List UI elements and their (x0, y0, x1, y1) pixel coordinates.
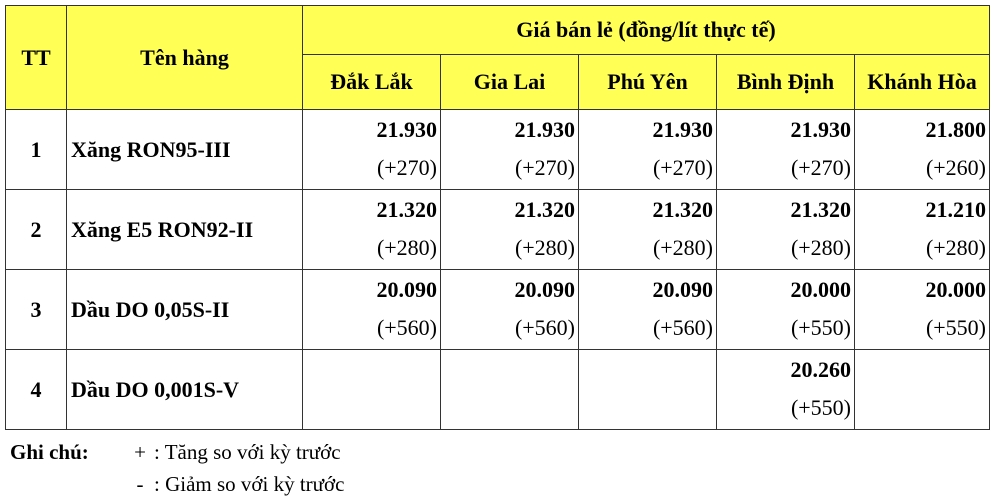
price-value: 20.090 (514, 277, 575, 302)
price-value: 20.090 (652, 277, 713, 302)
header-region: Phú Yên (579, 55, 717, 110)
table-row (6, 270, 990, 350)
price-change: (+550) (925, 315, 986, 340)
price-value: 21.800 (925, 117, 986, 142)
price-change: (+260) (925, 155, 986, 180)
price-change: (+270) (652, 155, 713, 180)
header-region: Gia Lai (441, 55, 579, 110)
price-cell (579, 190, 717, 270)
price-value: 21.320 (790, 197, 851, 222)
price-change: (+560) (652, 315, 713, 340)
price-value: 20.260 (790, 357, 851, 382)
price-value: 21.930 (790, 117, 851, 142)
notes-section (10, 436, 345, 500)
price-cell (717, 190, 855, 270)
price-change: (+280) (514, 235, 575, 260)
fuel-price-table (5, 5, 990, 430)
price-value: 21.930 (514, 117, 575, 142)
price-change: (+560) (376, 315, 437, 340)
price-change: (+270) (376, 155, 437, 180)
note-row-decrease (10, 468, 345, 500)
product-name: Xăng E5 RON92-II (67, 190, 303, 270)
header-tt: TT (6, 6, 67, 110)
price-cell (441, 350, 579, 430)
price-change: (+550) (790, 315, 851, 340)
header-region: Bình Định (717, 55, 855, 110)
table-row (6, 110, 990, 190)
header-row-top (6, 6, 990, 55)
header-region: Khánh Hòa (855, 55, 990, 110)
price-cell (855, 270, 990, 350)
price-value: 21.930 (376, 117, 437, 142)
product-name: Dầu DO 0,05S-II (67, 270, 303, 350)
price-value: 21.930 (652, 117, 713, 142)
price-cell (579, 270, 717, 350)
price-cell (303, 190, 441, 270)
price-cell (717, 110, 855, 190)
price-cell (717, 350, 855, 430)
note-sign-minus: - (136, 472, 144, 496)
price-change: (+280) (376, 235, 437, 260)
table-row (6, 190, 990, 270)
price-cell (441, 110, 579, 190)
notes-label: Ghi chú: (10, 440, 89, 464)
price-value: 21.320 (376, 197, 437, 222)
table-row (6, 350, 990, 430)
row-number: 2 (6, 190, 67, 270)
row-number: 4 (6, 350, 67, 430)
price-cell (855, 350, 990, 430)
price-cell (579, 110, 717, 190)
price-cell (441, 270, 579, 350)
price-cell (717, 270, 855, 350)
note-text-increase: : Tăng so với kỳ trước (154, 440, 341, 464)
price-change: (+270) (514, 155, 575, 180)
header-product-name: Tên hàng (67, 6, 303, 110)
notes-label-spacer (10, 468, 130, 500)
price-value: 20.090 (376, 277, 437, 302)
price-value: 20.000 (925, 277, 986, 302)
header-region: Đắk Lắk (303, 55, 441, 110)
price-cell (303, 270, 441, 350)
note-text-decrease: : Giảm so với kỳ trước (154, 472, 345, 496)
price-change: (+280) (790, 235, 851, 260)
price-value: 21.320 (514, 197, 575, 222)
header-retail-price-group: Giá bán lẻ (đồng/lít thực tế) (303, 6, 990, 55)
row-number: 1 (6, 110, 67, 190)
price-change: (+560) (514, 315, 575, 340)
note-row-increase (10, 436, 345, 468)
price-value: 21.210 (925, 197, 986, 222)
note-sign-plus: + (134, 440, 146, 464)
price-cell (303, 350, 441, 430)
price-change: (+280) (925, 235, 986, 260)
price-value: 20.000 (790, 277, 851, 302)
price-change: (+550) (790, 395, 851, 420)
product-name: Xăng RON95-III (67, 110, 303, 190)
price-change: (+280) (652, 235, 713, 260)
price-value: 21.320 (652, 197, 713, 222)
price-cell (303, 110, 441, 190)
price-cell (855, 190, 990, 270)
price-cell (579, 350, 717, 430)
product-name: Dầu DO 0,001S-V (67, 350, 303, 430)
price-cell (441, 190, 579, 270)
price-cell (855, 110, 990, 190)
row-number: 3 (6, 270, 67, 350)
price-change: (+270) (790, 155, 851, 180)
